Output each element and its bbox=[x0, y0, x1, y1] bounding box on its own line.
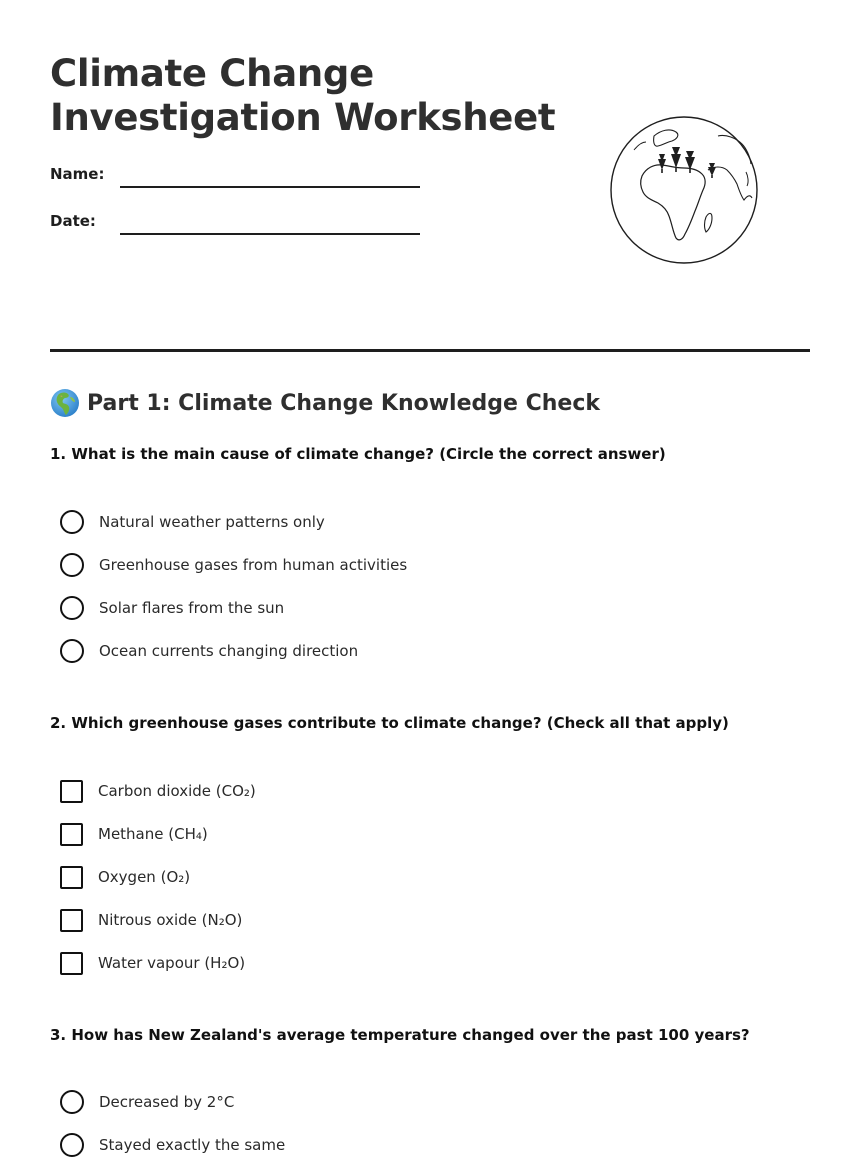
option-label: Natural weather patterns only bbox=[99, 513, 325, 531]
worksheet-title bbox=[50, 52, 590, 140]
title-line-2: Investigation Worksheet bbox=[50, 96, 556, 139]
q2-option-3[interactable] bbox=[60, 864, 190, 890]
question-2: 2. Which greenhouse gases contribute to climate change? (Check all that apply) bbox=[50, 714, 729, 732]
part1-heading-text: Part 1: Climate Change Knowledge Check bbox=[87, 390, 600, 416]
earth-africa-europe-icon bbox=[50, 388, 80, 418]
checkbox[interactable] bbox=[60, 866, 83, 889]
q2-option-4[interactable] bbox=[60, 907, 242, 933]
date-field[interactable] bbox=[120, 233, 420, 235]
option-label: Water vapour (H₂O) bbox=[98, 954, 246, 972]
option-label: Nitrous oxide (N₂O) bbox=[98, 911, 243, 929]
radio-button[interactable] bbox=[60, 639, 84, 663]
option-label: Greenhouse gases from human activities bbox=[99, 556, 408, 574]
date-label: Date: bbox=[50, 212, 96, 230]
section-divider bbox=[50, 349, 810, 352]
option-label: Solar flares from the sun bbox=[99, 599, 285, 617]
question-1: 1. What is the main cause of climate change? (Circle the correct answer) bbox=[50, 445, 666, 463]
radio-button[interactable] bbox=[60, 1090, 84, 1114]
option-label: Stayed exactly the same bbox=[99, 1136, 286, 1154]
q1-option-1[interactable] bbox=[60, 509, 325, 535]
option-label: Oxygen (O₂) bbox=[98, 868, 191, 886]
q1-option-4[interactable] bbox=[60, 638, 358, 664]
radio-button[interactable] bbox=[60, 510, 84, 534]
q1-option-3[interactable] bbox=[60, 595, 284, 621]
q1-option-2[interactable] bbox=[60, 552, 407, 578]
option-label: Decreased by 2°C bbox=[99, 1093, 235, 1111]
name-label: Name: bbox=[50, 165, 105, 183]
q3-option-2[interactable] bbox=[60, 1132, 285, 1158]
option-label: Carbon dioxide (CO₂) bbox=[98, 782, 256, 800]
checkbox[interactable] bbox=[60, 780, 83, 803]
title-line-1: Climate Change bbox=[50, 52, 374, 95]
question-3: 3. How has New Zealand's average temperature changed over the past 100 years? bbox=[50, 1026, 750, 1044]
option-label: Ocean currents changing direction bbox=[99, 642, 359, 660]
q2-option-1[interactable] bbox=[60, 778, 256, 804]
radio-button[interactable] bbox=[60, 553, 84, 577]
q3-option-1[interactable] bbox=[60, 1089, 234, 1115]
checkbox[interactable] bbox=[60, 823, 83, 846]
checkbox[interactable] bbox=[60, 909, 83, 932]
name-field[interactable] bbox=[120, 186, 420, 188]
option-label: Methane (CH₄) bbox=[98, 825, 208, 843]
globe-with-trees-icon bbox=[606, 112, 762, 268]
q2-option-2[interactable] bbox=[60, 821, 208, 847]
radio-button[interactable] bbox=[60, 1133, 84, 1157]
radio-button[interactable] bbox=[60, 596, 84, 620]
part1-heading bbox=[50, 386, 600, 420]
q2-option-5[interactable] bbox=[60, 950, 245, 976]
checkbox[interactable] bbox=[60, 952, 83, 975]
